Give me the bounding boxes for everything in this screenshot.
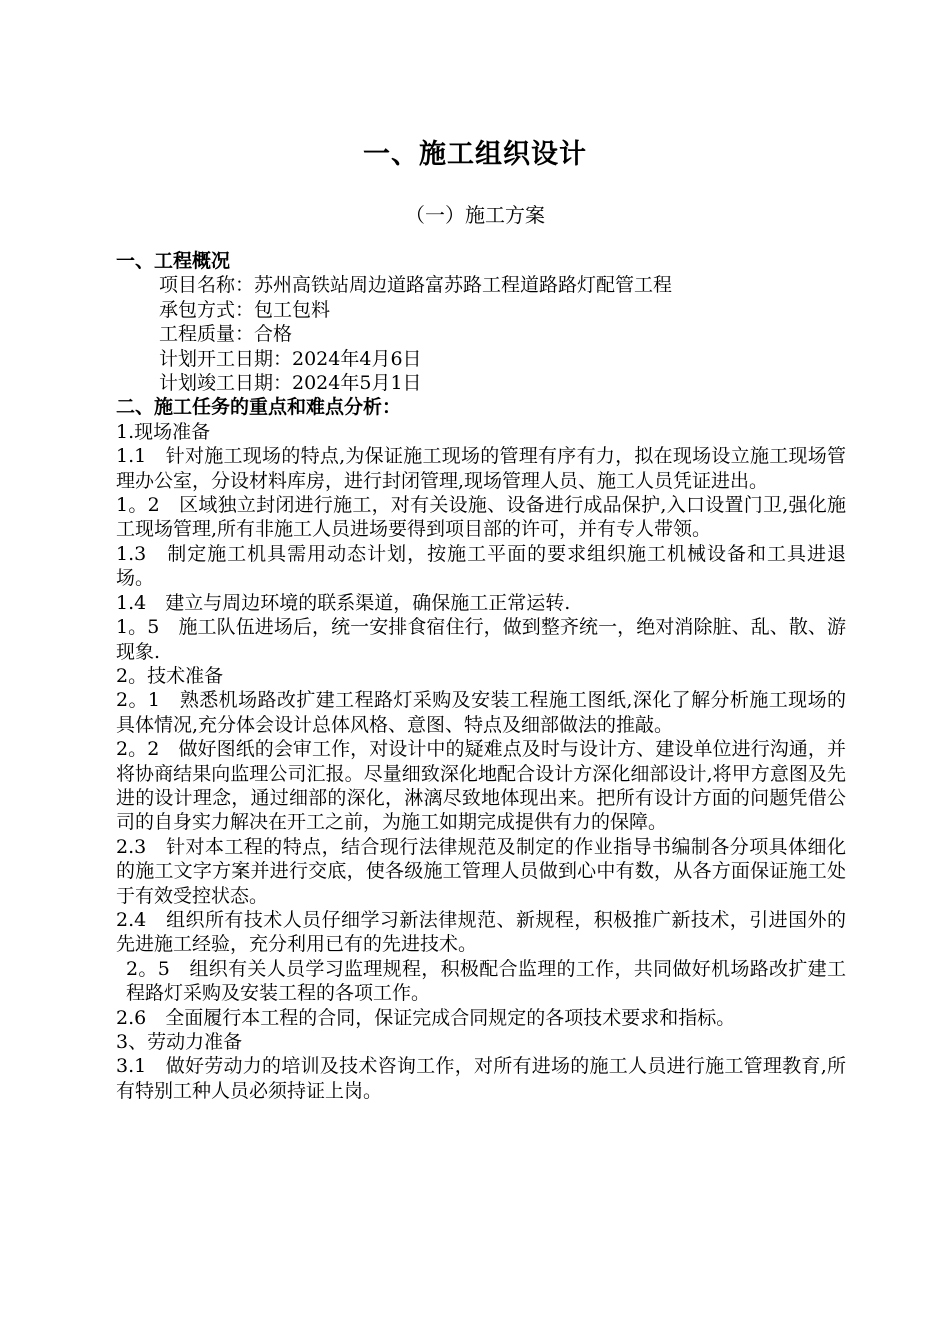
planned-end-date: 计划竣工日期：2024年5月1日 (159, 372, 422, 395)
section-heading: 1.现场准备 (116, 420, 211, 443)
section-item: 2.3 针对本工程的特点，结合现行法律规范及制定的作业指导书编制各分项具体细化的施工文字方案并进行交底，使各级施工管理人员做到心中有数，从各方面保证施工处于有效受控状态。 (116, 835, 846, 907)
planned-start-date: 计划开工日期：2024年4月6日 (159, 347, 422, 370)
contract-mode: 承包方式：包工包料 (159, 298, 331, 321)
section-item: 2。5 组织有关人员学习监理规程，积极配合监理的工作，共同做好机场路改扩建工程路灯采购及安装工程的各项工作。 (126, 957, 846, 1005)
section-item: 3.1 做好劳动力的培训及技术咨询工作，对所有进场的施工人员进行施工管理教育,所有特别工种人员必须持证上岗。 (116, 1055, 846, 1102)
section-item: 2。1 熟悉机场路改扩建工程路灯采购及安装工程施工图纸,深化了解分析施工现场的具体情况,充分体会设计总体风格、意图、特点及细部做法的推敲。 (116, 689, 846, 736)
section-item: 1.4 建立与周边环境的联系渠道，确保施工正常运转. (116, 591, 571, 614)
document-subtitle: （一）施工方案 (405, 203, 545, 227)
overview-heading: 一、工程概况 (116, 250, 231, 272)
project-name: 项目名称：苏州高铁站周边道路富苏路工程道路路灯配管工程 (159, 274, 673, 297)
section-heading: 3、劳动力准备 (116, 1031, 243, 1053)
section-item: 1.3 制定施工机具需用动态计划，按施工平面的要求组织施工机械设备和工具进退场。 (116, 542, 846, 590)
section-item: 2.6 全面履行本工程的合同，保证完成合同规定的各项技术要求和指标。 (116, 1006, 736, 1029)
document-body (116, 249, 846, 1103)
document-title: 一、施工组织设计 (363, 139, 587, 170)
analysis-heading: 二、施工任务的重点和难点分析： (116, 396, 402, 419)
section-heading: 2。技术准备 (116, 664, 224, 687)
section-item: 1.1 针对施工现场的特点,为保证施工现场的管理有序有力，拟在现场设立施工现场管理办公室，分设材料库房，进行封闭管理,现场管理人员、施工人员凭证进出。 (116, 445, 846, 492)
section-item: 2。2 做好图纸的会审工作，对设计中的疑难点及时与设计方、建设单位进行沟通，并将协商结果向监理公司汇报。尽量细致深化地配合设计方深化细部设计,将甲方意图及先进的设计理念，通过细部的深化，淋漓尽致地体现出来。把所有设计方面的问题凭借公司的自身实力解决在开工之前，为施工如期完成提供有力的保障。 (116, 738, 846, 834)
section-item: 1。5 施工队伍进场后，统一安排食宿住行，做到整齐统一，绝对消除脏、乱、散、游现象. (116, 616, 846, 663)
project-quality: 工程质量：合格 (159, 323, 293, 346)
section-item: 2.4 组织所有技术人员仔细学习新法律规范、新规程，积极推广新技术，引进国外的先进施工经验，充分利用已有的先进技术。 (116, 908, 846, 956)
section-item: 1。2 区域独立封闭进行施工，对有关设施、设备进行成品保护,入口设置门卫,强化施工现场管理,所有非施工人员进场要得到项目部的许可，并有专人带领。 (116, 494, 846, 541)
